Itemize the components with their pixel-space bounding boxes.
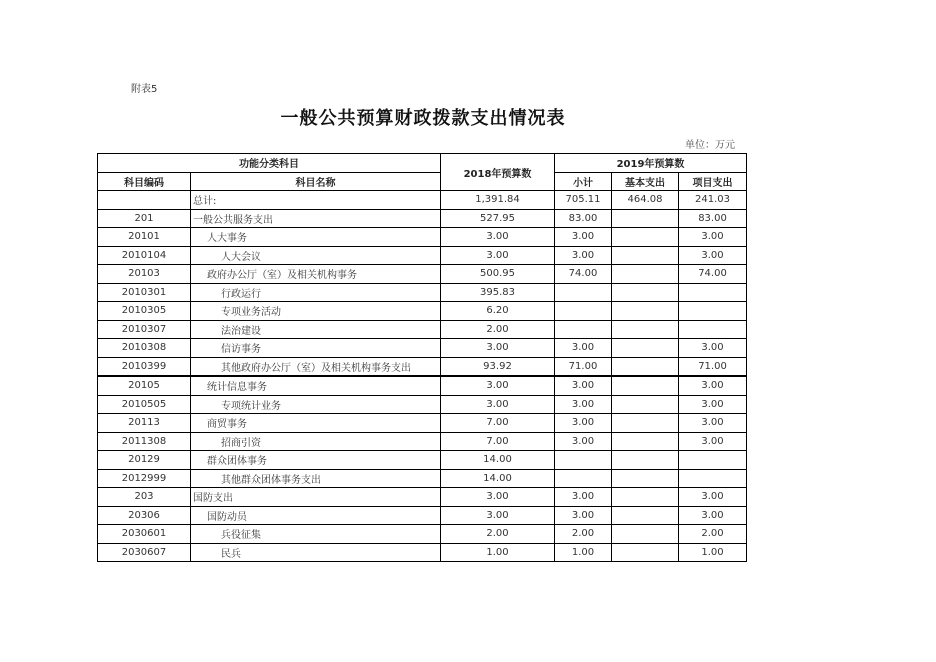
cell-2018: 2.00 [441, 320, 555, 339]
cell-project: 3.00 [679, 228, 747, 247]
table-row [98, 339, 747, 358]
cell-name: 人大事务 [191, 228, 441, 247]
cell-2018: 3.00 [441, 228, 555, 247]
cell-code: 20103 [98, 265, 191, 284]
header-subtotal: 小计 [555, 172, 612, 191]
cell-2018: 527.95 [441, 209, 555, 228]
cell-name: 群众团体事务 [191, 451, 441, 470]
cell-2018: 7.00 [441, 432, 555, 451]
header-name: 科目名称 [191, 172, 441, 191]
cell-basic [612, 357, 679, 376]
cell-basic [612, 302, 679, 321]
cell-subtotal [555, 451, 612, 470]
cell-2018: 14.00 [441, 451, 555, 470]
cell-basic [612, 246, 679, 265]
cell-2018: 93.92 [441, 357, 555, 376]
cell-code: 2010104 [98, 246, 191, 265]
cell-name: 一般公共服务支出 [191, 209, 441, 228]
cell-project: 2.00 [679, 525, 747, 544]
cell-basic [612, 469, 679, 488]
table-row [98, 451, 747, 470]
header-func-class: 功能分类科目 [98, 154, 441, 173]
cell-project [679, 320, 747, 339]
cell-code: 2010308 [98, 339, 191, 358]
cell-basic [612, 376, 679, 395]
table-row [98, 191, 747, 210]
table-row [98, 357, 747, 376]
cell-project: 241.03 [679, 191, 747, 210]
cell-basic [612, 432, 679, 451]
cell-project: 83.00 [679, 209, 747, 228]
cell-subtotal: 71.00 [555, 357, 612, 376]
cell-basic [612, 525, 679, 544]
table-row [98, 469, 747, 488]
table-row [98, 320, 747, 339]
cell-basic [612, 488, 679, 507]
cell-code: 20113 [98, 414, 191, 433]
cell-name: 政府办公厅（室）及相关机构事务 [191, 265, 441, 284]
header-project: 项目支出 [679, 172, 747, 191]
cell-project: 3.00 [679, 488, 747, 507]
cell-subtotal: 3.00 [555, 246, 612, 265]
cell-name: 商贸事务 [191, 414, 441, 433]
cell-name: 民兵 [191, 543, 441, 562]
cell-name: 国防支出 [191, 488, 441, 507]
header-year-2018: 2018年预算数 [441, 154, 555, 191]
cell-project [679, 469, 747, 488]
cell-subtotal [555, 283, 612, 302]
cell-subtotal: 3.00 [555, 376, 612, 395]
cell-name: 行政运行 [191, 283, 441, 302]
cell-name: 信访事务 [191, 339, 441, 358]
cell-code: 20306 [98, 506, 191, 525]
header-code: 科目编码 [98, 172, 191, 191]
header-year-2019: 2019年预算数 [555, 154, 747, 173]
cell-2018: 2.00 [441, 525, 555, 544]
header-basic: 基本支出 [612, 172, 679, 191]
table-row [98, 414, 747, 433]
table-row [98, 209, 747, 228]
cell-name: 法治建设 [191, 320, 441, 339]
cell-2018: 14.00 [441, 469, 555, 488]
cell-subtotal: 3.00 [555, 488, 612, 507]
cell-name: 统计信息事务 [191, 376, 441, 395]
cell-2018: 3.00 [441, 246, 555, 265]
table-row [98, 395, 747, 414]
cell-code: 2010505 [98, 395, 191, 414]
cell-code: 2011308 [98, 432, 191, 451]
cell-subtotal [555, 469, 612, 488]
table-row [98, 265, 747, 284]
cell-code: 2012999 [98, 469, 191, 488]
cell-code: 20101 [98, 228, 191, 247]
cell-2018: 3.00 [441, 488, 555, 507]
cell-basic [612, 543, 679, 562]
cell-project: 71.00 [679, 357, 747, 376]
cell-code: 2010399 [98, 357, 191, 376]
table-body [98, 191, 747, 562]
cell-code: 203 [98, 488, 191, 507]
cell-2018: 3.00 [441, 395, 555, 414]
cell-basic [612, 395, 679, 414]
table-row [98, 283, 747, 302]
cell-project: 1.00 [679, 543, 747, 562]
cell-project [679, 302, 747, 321]
cell-code: 2030601 [98, 525, 191, 544]
cell-code: 20105 [98, 376, 191, 395]
cell-subtotal: 2.00 [555, 525, 612, 544]
cell-2018: 3.00 [441, 506, 555, 525]
cell-code: 2010301 [98, 283, 191, 302]
cell-project: 3.00 [679, 432, 747, 451]
cell-project [679, 451, 747, 470]
table-row [98, 488, 747, 507]
cell-subtotal: 3.00 [555, 414, 612, 433]
table-row [98, 543, 747, 562]
cell-basic [612, 283, 679, 302]
cell-name: 兵役征集 [191, 525, 441, 544]
cell-name: 专项业务活动 [191, 302, 441, 321]
cell-basic [612, 339, 679, 358]
cell-name: 其他政府办公厅（室）及相关机构事务支出 [191, 357, 441, 376]
cell-project: 3.00 [679, 414, 747, 433]
cell-code [98, 191, 191, 210]
cell-name: 专项统计业务 [191, 395, 441, 414]
cell-2018: 7.00 [441, 414, 555, 433]
cell-name: 人大会议 [191, 246, 441, 265]
cell-basic [612, 506, 679, 525]
cell-2018: 6.20 [441, 302, 555, 321]
cell-project: 3.00 [679, 246, 747, 265]
cell-name: 其他群众团体事务支出 [191, 469, 441, 488]
budget-table [97, 153, 747, 562]
cell-2018: 3.00 [441, 376, 555, 395]
table-row [98, 506, 747, 525]
cell-2018: 395.83 [441, 283, 555, 302]
cell-name: 招商引资 [191, 432, 441, 451]
cell-basic: 464.08 [612, 191, 679, 210]
cell-subtotal: 3.00 [555, 395, 612, 414]
table-row [98, 302, 747, 321]
unit-label: 单位：万元 [685, 140, 735, 151]
cell-basic [612, 228, 679, 247]
cell-code: 201 [98, 209, 191, 228]
cell-project: 3.00 [679, 506, 747, 525]
cell-2018: 1.00 [441, 543, 555, 562]
cell-2018: 1,391.84 [441, 191, 555, 210]
annex-label: 附表5 [131, 84, 158, 95]
cell-subtotal: 705.11 [555, 191, 612, 210]
cell-name: 国防动员 [191, 506, 441, 525]
cell-subtotal: 83.00 [555, 209, 612, 228]
cell-code: 2010307 [98, 320, 191, 339]
cell-name: 总计: [191, 191, 441, 210]
cell-subtotal [555, 302, 612, 321]
cell-project: 74.00 [679, 265, 747, 284]
cell-subtotal [555, 320, 612, 339]
cell-subtotal: 3.00 [555, 228, 612, 247]
table-row [98, 432, 747, 451]
cell-project [679, 283, 747, 302]
cell-subtotal: 3.00 [555, 432, 612, 451]
cell-subtotal: 74.00 [555, 265, 612, 284]
cell-code: 20129 [98, 451, 191, 470]
cell-project: 3.00 [679, 376, 747, 395]
cell-basic [612, 414, 679, 433]
cell-subtotal: 3.00 [555, 506, 612, 525]
cell-subtotal: 3.00 [555, 339, 612, 358]
table-row [98, 376, 747, 395]
cell-basic [612, 451, 679, 470]
cell-basic [612, 265, 679, 284]
table-row [98, 525, 747, 544]
cell-subtotal: 1.00 [555, 543, 612, 562]
cell-2018: 3.00 [441, 339, 555, 358]
table-row [98, 228, 747, 247]
cell-code: 2010305 [98, 302, 191, 321]
cell-code: 2030607 [98, 543, 191, 562]
cell-basic [612, 209, 679, 228]
cell-project: 3.00 [679, 395, 747, 414]
table-row [98, 246, 747, 265]
cell-project: 3.00 [679, 339, 747, 358]
cell-basic [612, 320, 679, 339]
page-title: 一般公共预算财政拨款支出情况表 [280, 108, 566, 129]
cell-2018: 500.95 [441, 265, 555, 284]
